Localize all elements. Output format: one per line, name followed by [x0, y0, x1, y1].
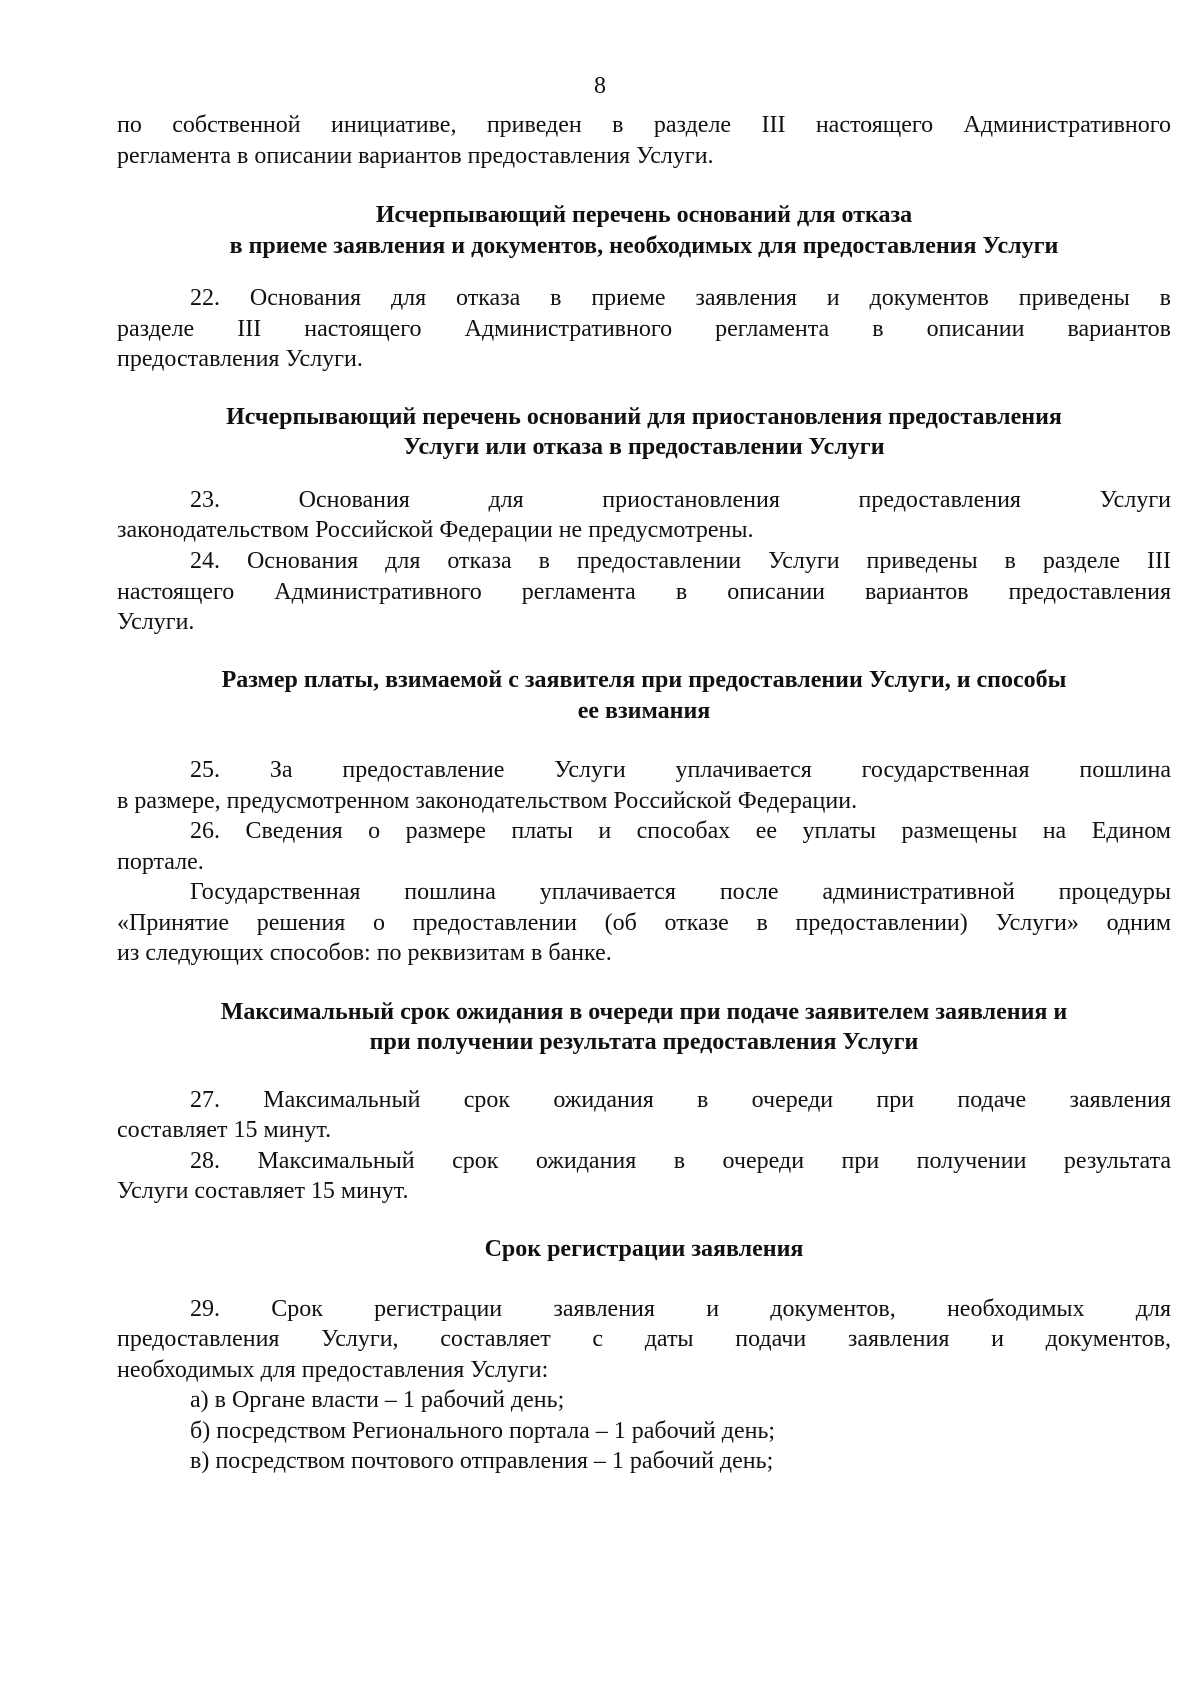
paragraph-line: 29. Срок регистрации заявления и документов, необходимых для [190, 1296, 1171, 1322]
paragraph-line: Услуги. [117, 609, 195, 635]
section-heading: при получении результата предоставления Услуги [369, 1029, 919, 1055]
paragraph-line: регламента в описании вариантов предоставления Услуги. [117, 143, 714, 169]
paragraph-line: 26. Сведения о размере платы и способах ее уплаты размещены на Едином [190, 818, 1171, 844]
paragraph-line: законодательством Российской Федерации не предусмотрены. [117, 517, 754, 543]
list-item: б) посредством Регионального портала – 1 рабочий день; [190, 1418, 776, 1444]
paragraph-line: Государственная пошлина уплачивается после административной процедуры [190, 879, 1171, 905]
section-heading: Срок регистрации заявления [484, 1236, 804, 1262]
section-heading: в приеме заявления и документов, необходимых для предоставления Услуги [229, 233, 1059, 259]
section-heading: Услуги или отказа в предоставлении Услуги [403, 434, 885, 460]
paragraph-line: портале. [117, 849, 204, 875]
section-heading: Размер платы, взимаемой с заявителя при предоставлении Услуги, и способы [221, 667, 1067, 693]
section-heading: Исчерпывающий перечень оснований для приостановления предоставления [226, 404, 1062, 430]
paragraph-line: настоящего Административного регламента в описании вариантов предоставления [117, 579, 1171, 605]
paragraph-line: составляет 15 минут. [117, 1117, 332, 1143]
paragraph-line: «Принятие решения о предоставлении (об отказе в предоставлении) Услуги» одним [117, 910, 1171, 936]
paragraph-line: разделе III настоящего Административного регламента в описании вариантов [117, 316, 1171, 342]
section-heading: Исчерпывающий перечень оснований для отказа [375, 202, 913, 228]
paragraph-line: 24. Основания для отказа в предоставлении Услуги приведены в разделе III [190, 548, 1171, 574]
paragraph-line: 22. Основания для отказа в приеме заявления и документов приведены в [190, 285, 1171, 311]
list-item: в) посредством почтового отправления – 1 рабочий день; [190, 1448, 774, 1474]
list-item: а) в Органе власти – 1 рабочий день; [190, 1387, 565, 1413]
paragraph-line: 27. Максимальный срок ожидания в очереди при подаче заявления [190, 1087, 1171, 1113]
paragraph-line: из следующих способов: по реквизитам в банке. [117, 940, 612, 966]
paragraph-line: 25. За предоставление Услуги уплачивается государственная пошлина [190, 757, 1171, 783]
paragraph-line: необходимых для предоставления Услуги: [117, 1357, 549, 1383]
section-heading: Максимальный срок ожидания в очереди при подаче заявителем заявления и [220, 999, 1068, 1025]
paragraph-line: предоставления Услуги. [117, 346, 363, 372]
paragraph-line: 23. Основания для приостановления предоставления Услуги [190, 487, 1171, 513]
paragraph-line: 28. Максимальный срок ожидания в очереди при получении результата [190, 1148, 1171, 1174]
paragraph-line: по собственной инициативе, приведен в разделе III настоящего Административного [117, 112, 1171, 138]
paragraph-line: предоставления Услуги, составляет с даты подачи заявления и документов, [117, 1326, 1171, 1352]
page-number: 8 [594, 73, 606, 99]
section-heading: ее взимания [577, 698, 711, 724]
paragraph-line: в размере, предусмотренном законодательством Российской Федерации. [117, 788, 858, 814]
paragraph-line: Услуги составляет 15 минут. [117, 1178, 409, 1204]
